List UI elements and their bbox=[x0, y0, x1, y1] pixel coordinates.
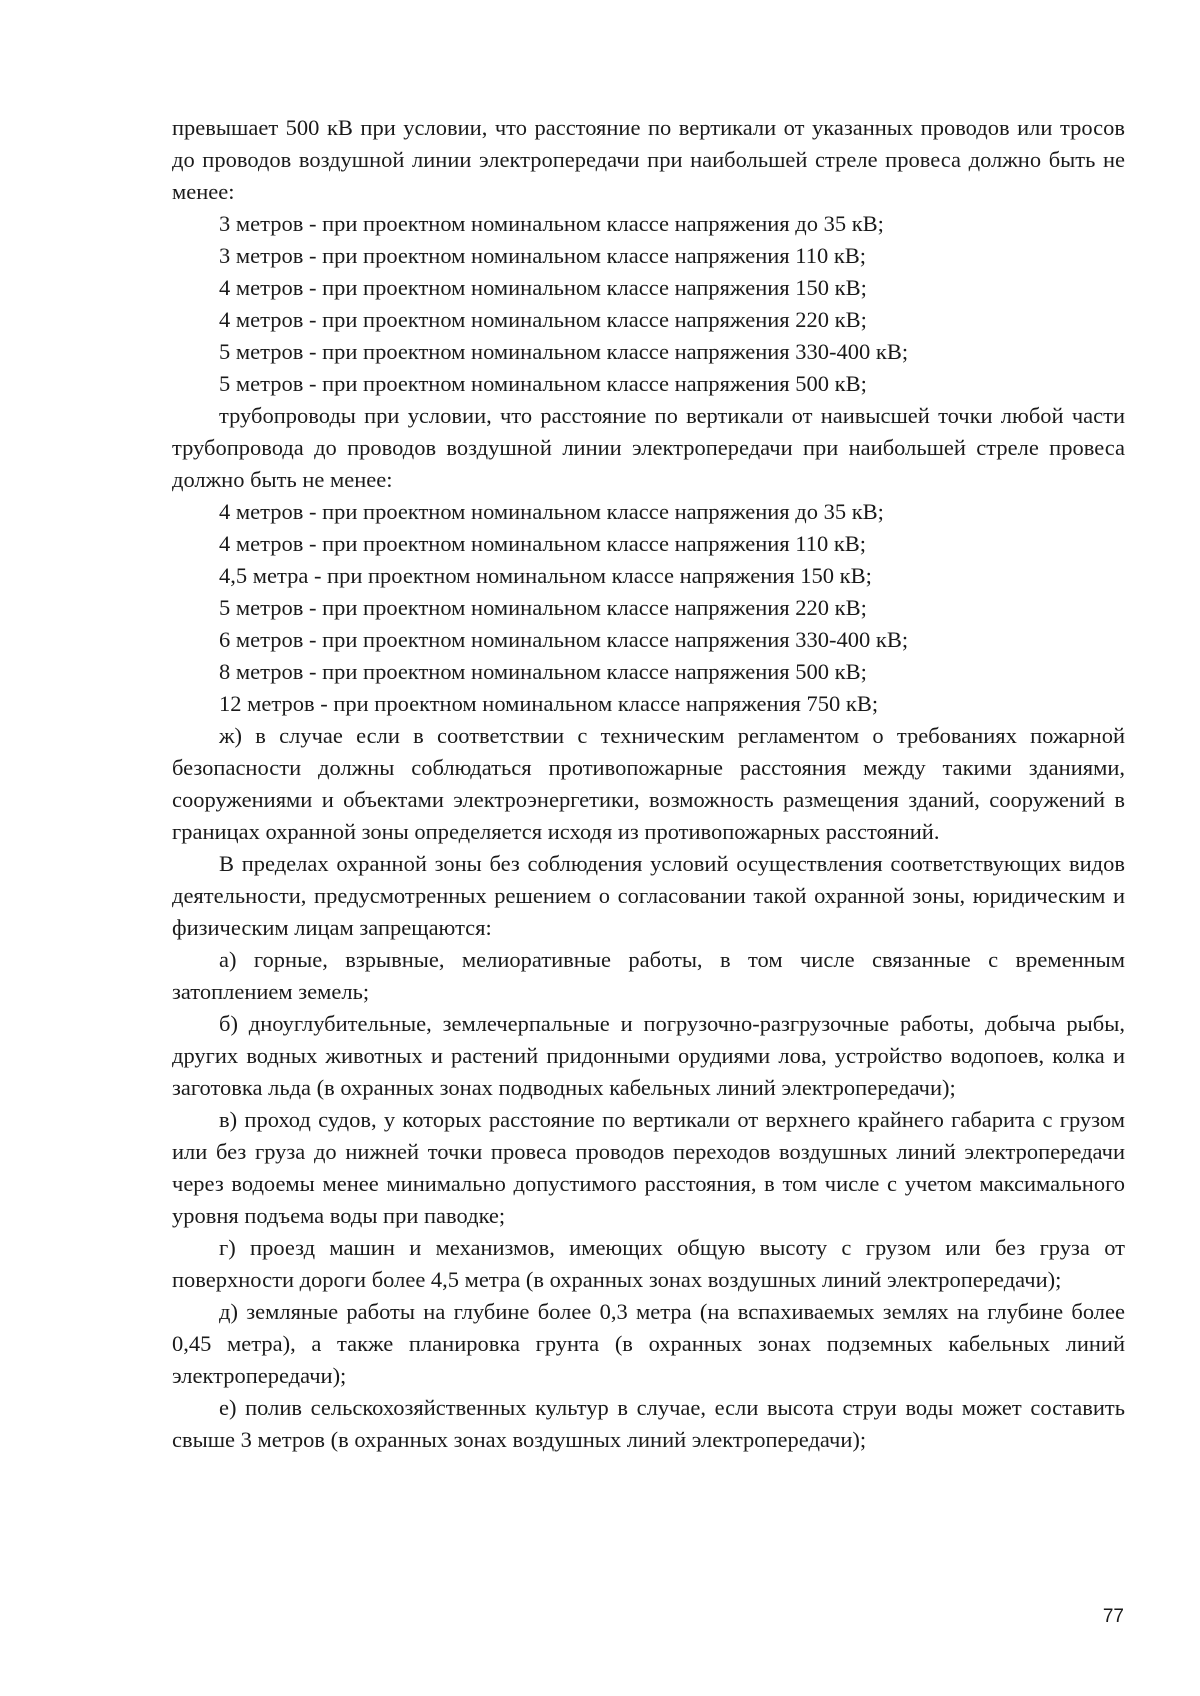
paragraph: е) полив сельскохозяйственных культур в случае, если высота струи воды может составить свыше 3 метров (в охранных зонах воздушных линий электропередачи); bbox=[172, 1395, 1125, 1452]
paragraph: в) проход судов, у которых расстояние по вертикали от верхнего крайнего габарита с грузом или без груза до нижней точки провеса проводов переходов воздушных линий электропередачи через водоемы менее минимально допустимого расстояния, в том числе с учетом максимального уровня подъема воды при паводке; bbox=[172, 1107, 1125, 1228]
list-item: 5 метров - при проектном номинальном классе напряжения 220 кВ; bbox=[219, 595, 867, 620]
paragraph: г) проезд машин и механизмов, имеющих общую высоту с грузом или без груза от поверхности дороги более 4,5 метра (в охранных зонах воздушных линий электропередачи); bbox=[172, 1235, 1125, 1292]
page-number: 77 bbox=[1102, 1606, 1124, 1627]
paragraph: трубопроводы при условии, что расстояние по вертикали от наивысшей точки любой части трубопровода до проводов воздушной линии электропередачи при наибольшей стреле провеса должно быть не менее: bbox=[172, 403, 1125, 492]
paragraph: а) горные, взрывные, мелиоративные работы, в том числе связанные с временным затоплением земель; bbox=[172, 947, 1125, 1004]
paragraph: В пределах охранной зоны без соблюдения условий осуществления соответствующих видов деятельности, предусмотренных решением о согласовании такой охранной зоны, юридическим и физическим лицам запрещаются: bbox=[172, 851, 1125, 940]
list-item: 4 метров - при проектном номинальном классе напряжения 150 кВ; bbox=[219, 275, 867, 300]
list-item: 3 метров - при проектном номинальном классе напряжения до 35 кВ; bbox=[219, 211, 884, 236]
list-item: 5 метров - при проектном номинальном классе напряжения 500 кВ; bbox=[219, 371, 867, 396]
list-item: 8 метров - при проектном номинальном классе напряжения 500 кВ; bbox=[219, 659, 867, 684]
list-item: 6 метров - при проектном номинальном классе напряжения 330-400 кВ; bbox=[219, 627, 909, 652]
paragraph: д) земляные работы на глубине более 0,3 метра (на вспахиваемых землях на глубине более 0,45 метра), а также планировка грунта (в охранных зонах подземных кабельных линий электропередачи); bbox=[172, 1299, 1125, 1388]
paragraph: б) дноуглубительные, землечерпальные и погрузочно-разгрузочные работы, добыча рыбы, других водных животных и растений придонными орудиями лова, устройство водопоев, колка и заготовка льда (в охранных зонах подводных кабельных линий электропередачи); bbox=[172, 1011, 1125, 1100]
list-item: 4 метров - при проектном номинальном классе напряжения до 35 кВ; bbox=[219, 499, 884, 524]
paragraph: превышает 500 кВ при условии, что расстояние по вертикали от указанных проводов или тросов до проводов воздушной линии электропередачи при наибольшей стреле провеса должно быть не менее: bbox=[172, 115, 1125, 204]
list-item: 12 метров - при проектном номинальном классе напряжения 750 кВ; bbox=[219, 691, 879, 716]
list-item: 4,5 метра - при проектном номинальном классе напряжения 150 кВ; bbox=[219, 563, 872, 588]
list-item: 3 метров - при проектном номинальном классе напряжения 110 кВ; bbox=[219, 243, 867, 268]
list-item: 4 метров - при проектном номинальном классе напряжения 110 кВ; bbox=[219, 531, 867, 556]
list-item: 5 метров - при проектном номинальном классе напряжения 330-400 кВ; bbox=[219, 339, 909, 364]
list-item: 4 метров - при проектном номинальном классе напряжения 220 кВ; bbox=[219, 307, 867, 332]
paragraph: ж) в случае если в соответствии с техническим регламентом о требованиях пожарной безопасности должны соблюдаться противопожарные расстояния между такими зданиями, сооружениями и объектами электроэнергетики, возможность размещения зданий, сооружений в границах охранной зоны определяется исходя из противопожарных расстояний. bbox=[172, 723, 1125, 844]
body-text bbox=[172, 112, 1125, 1456]
